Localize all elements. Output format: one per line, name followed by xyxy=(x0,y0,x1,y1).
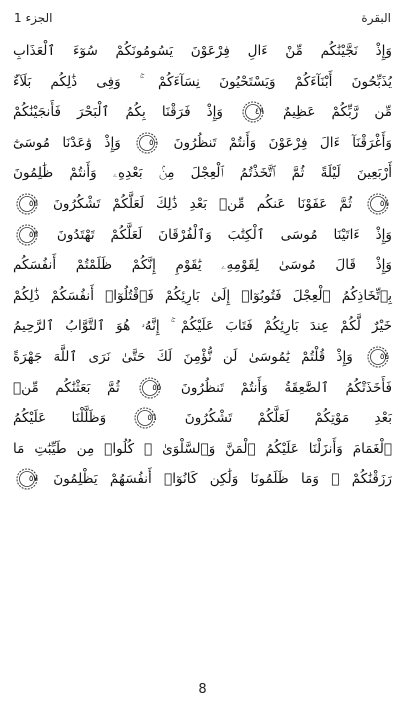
text-line xyxy=(0,281,405,312)
verse-text: أَرْبَعِينَ لَيْلَةً ثُمَّ ٱتَّخَذْتُمُ ٱلْعِجْلَ مِنۢ بَعْدِهِۦ وَأَنتُمْ ظَٰلِمُونَ xyxy=(13,165,392,182)
page-header xyxy=(0,0,405,36)
verse-text: ثُمَّ بَعَثْنَٰكُم مِّنۢ xyxy=(13,379,120,396)
ayah-number: ٥٧ xyxy=(28,474,38,485)
ayah-number-marker xyxy=(16,224,38,246)
text-line xyxy=(0,67,405,98)
verse-text: وَإِذْ وَٰعَدْنَا مُوسَىٰٓ xyxy=(13,134,121,151)
verse-text: يُذَبِّحُونَ أَبْنَآءَكُمْ وَيَسْتَحْيُونَ نِسَآءَكُمْ ۚ وَفِى ذَٰلِكُم بَلَآءٌ xyxy=(13,73,392,90)
ayah-number: ٥١ xyxy=(379,198,390,209)
text-line xyxy=(0,373,405,404)
verse-text: وَأَغْرَقْنَآ ءَالَ فِرْعَوْنَ وَأَنتُمْ تَنظُرُونَ xyxy=(173,134,392,151)
text-line xyxy=(0,403,405,434)
ayah-number-marker xyxy=(16,468,38,490)
ayah-number: ٥٣ xyxy=(28,229,38,240)
ayah-number-marker xyxy=(242,101,264,123)
text-line xyxy=(0,97,405,128)
verse-text: وَإِذْ نَجَّيْنَٰكُم مِّنْ ءَالِ فِرْعَوْنَ يَسُومُونَكُمْ سُوٓءَ ٱلْعَذَابِ xyxy=(13,43,392,59)
surah-label: البقرة xyxy=(361,11,391,25)
text-line xyxy=(0,250,405,281)
ayah-number: ٥٢ xyxy=(28,198,38,209)
ayah-number-marker xyxy=(139,377,161,399)
verse-text: ثُمَّ عَفَوْنَا عَنكُم مِّنۢ بَعْدِ ذَٰلِكَ لَعَلَّكُمْ تَشْكُرُونَ xyxy=(52,195,353,212)
ayah-number: ٥٦ xyxy=(147,413,157,424)
verse-text: وَإِذْ قَالَ مُوسَىٰ لِقَوْمِهِۦ يَٰقَوْمِ إِنَّكُمْ ظَلَمْتُمْ أَنفُسَكُم xyxy=(13,257,392,274)
text-line xyxy=(0,158,405,189)
text-line xyxy=(0,434,405,465)
ayah-number: ٤٩ xyxy=(254,107,264,118)
text-line xyxy=(0,128,405,159)
ayah-number: ٥٥ xyxy=(152,382,162,393)
text-line xyxy=(0,311,405,342)
ayah-number-marker xyxy=(367,193,389,215)
ayah-number-marker xyxy=(136,132,158,154)
ayah-number: ٥٤ xyxy=(379,351,389,362)
verse-text: وَظَلَّلْنَا عَلَيْكُمُ xyxy=(13,410,107,427)
juz-label: الجزء 1 xyxy=(14,11,53,25)
verse-text: فَأَخَذَتْكُمُ ٱلصَّٰعِقَةُ وَأَنتُمْ تَنظُرُونَ xyxy=(180,379,392,396)
verse-text: بِٱتِّخَاذِكُمُ ٱلْعِجْلَ فَتُوبُوٓا۟ إِلَىٰ بَارِئِكُمْ فَٱقْتُلُوٓا۟ أَنفُسَكُمْ ذَٰلِكُمْ xyxy=(13,287,392,304)
text-line xyxy=(0,220,405,251)
text-line xyxy=(0,342,405,373)
verse-text: وَإِذْ فَرَقْنَا بِكُمُ ٱلْبَحْرَ فَأَنجَيْنَٰكُمْ xyxy=(13,104,223,121)
quran-page-text xyxy=(0,36,405,495)
verse-text: وَإِذْ ءَاتَيْنَا مُوسَى ٱلْكِتَٰبَ وَٱلْفُرْقَانَ لَعَلَّكُمْ تَهْتَدُونَ xyxy=(56,226,393,243)
text-line xyxy=(0,464,405,495)
ayah-number-marker xyxy=(367,346,389,368)
verse-text: بَعْدِ مَوْتِكُمْ لَعَلَّكُمْ تَشْكُرُونَ xyxy=(184,410,392,427)
verse-text: مِّن رَّبِّكُمْ عَظِيمٌ xyxy=(283,104,392,121)
verse-text: رَزَقْنَٰكُمْ ۖ وَمَا ظَلَمُونَا وَلَٰكِن كَانُوٓا۟ أَنفُسَهُمْ يَظْلِمُونَ xyxy=(53,471,392,488)
text-line xyxy=(0,189,405,220)
verse-text: خَيْرٌ لَّكُمْ عِندَ بَارِئِكُمْ فَتَابَ عَلَيْكُمْ ۚ إِنَّهُۥ هُوَ ٱلتَّوَّابُ ٱلرَّحِيمُ xyxy=(13,318,392,335)
ayah-number-marker xyxy=(16,193,38,215)
ayah-number: ٥٠ xyxy=(149,137,159,148)
page-number: 8 xyxy=(198,682,207,697)
verse-text: وَإِذْ قُلْتُمْ يَٰمُوسَىٰ لَن نُّؤْمِنَ لَكَ حَتَّىٰ نَرَى ٱللَّهَ جَهْرَةً xyxy=(13,348,353,365)
text-line xyxy=(0,36,405,67)
verse-text: ٱلْغَمَامَ وَأَنزَلْنَا عَلَيْكُمُ ٱلْمَنَّ وَٱلسَّلْوَىٰ ۖ كُلُوا۟ مِن طَيِّبَٰتِ مَا xyxy=(13,440,392,457)
ayah-number-marker xyxy=(134,407,156,429)
